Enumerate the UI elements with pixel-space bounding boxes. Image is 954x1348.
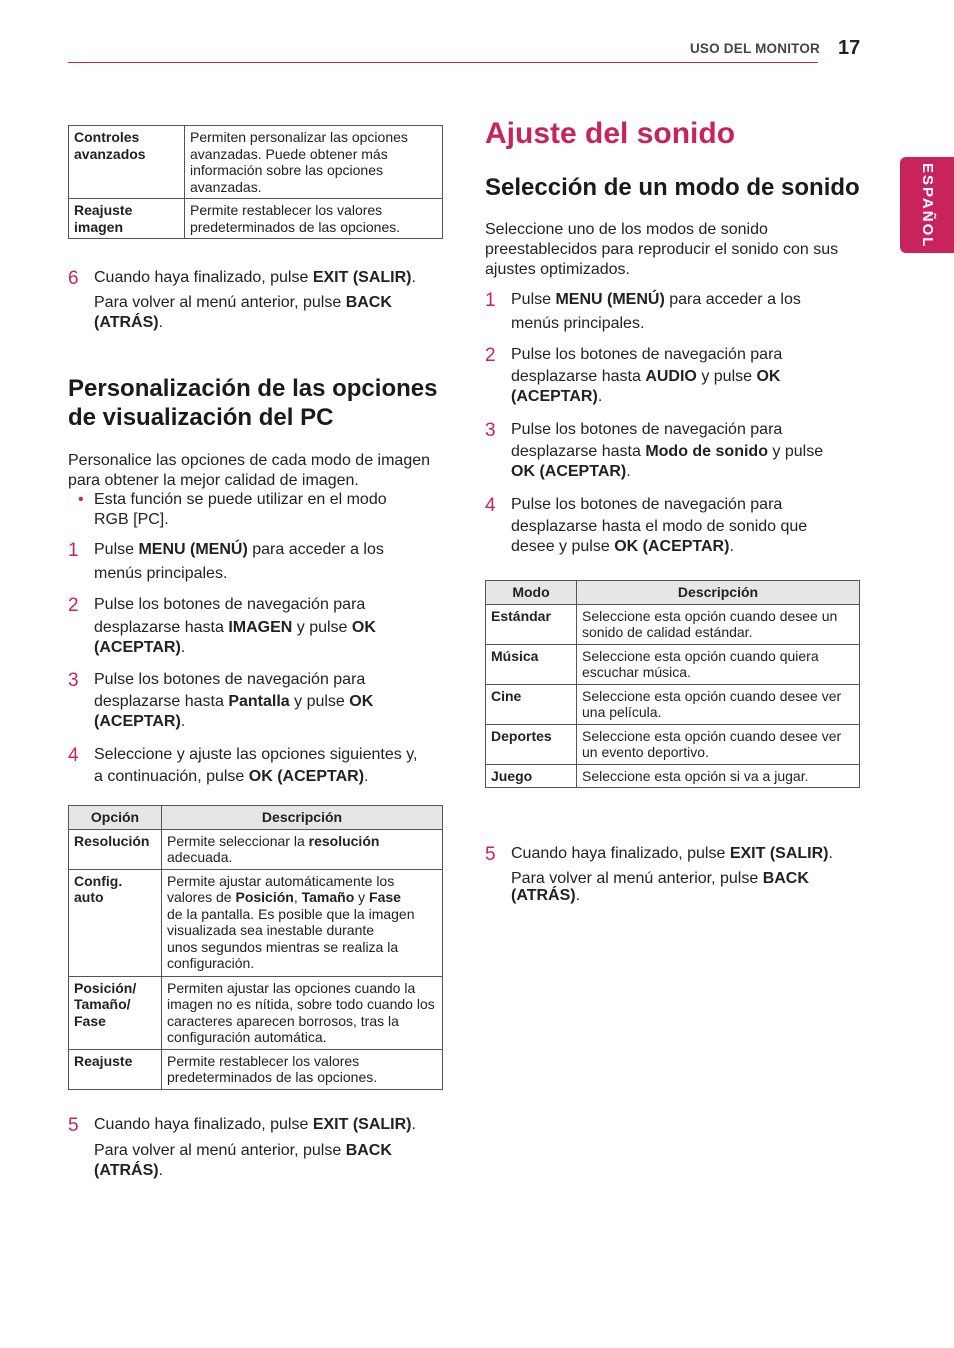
table-key: Config. auto [69, 869, 162, 976]
step-text-3: (ACEPTAR). [94, 639, 186, 656]
step-text-3: OK (ACEPTAR). [511, 463, 631, 480]
step-number: 4 [68, 745, 79, 766]
step-text: Pulse los botones de navegación para [94, 671, 366, 688]
table-value: Permite restablecer los valores predeterminados de las opciones. [162, 1049, 443, 1089]
column-header: Modo [486, 581, 577, 605]
step-text-2: a continuación, pulse OK (ACEPTAR). [94, 768, 369, 785]
table-row [69, 829, 443, 869]
table-row [69, 976, 443, 1049]
step-text: Pulse los botones de navegación para [511, 421, 783, 438]
table-key: Música [486, 644, 577, 684]
advanced-options-table [68, 125, 443, 239]
step-text: Seleccione y ajuste las opciones siguientes y, [94, 746, 418, 763]
step-text: Pulse los botones de navegación para [511, 346, 783, 363]
table-value: Permiten personalizar las opciones avanzadas. Puede obtener más información sobre las opciones avanzadas. [185, 126, 443, 199]
table-value: Seleccione esta opción si va a jugar. [577, 764, 860, 788]
step-back-text: Para volver al menú anterior, pulse BACK [94, 1142, 392, 1159]
table-key: Cine [486, 684, 577, 724]
pc-options-table [68, 805, 443, 1090]
table-header-row [486, 581, 860, 605]
step-number: 6 [68, 268, 79, 289]
language-tab [900, 157, 954, 253]
table-key: Estándar [486, 604, 577, 644]
bullet-marker: • [78, 491, 84, 508]
table-row [486, 684, 860, 724]
pc-intro: Personalice las opciones de cada modo de imagen [68, 452, 431, 469]
table-row [69, 199, 443, 239]
language-tab-label: ESPAÑOL [919, 163, 936, 249]
table-key: Reajuste imagen [69, 199, 185, 239]
table-row [486, 764, 860, 788]
pc-intro-2: para obtener la mejor calidad de imagen. [68, 472, 359, 489]
table-value: Permiten ajustar las opciones cuando la imagen no es nítida, sobre todo cuando los caracteres aparecen borrosos, tras la configuración automática. [162, 976, 443, 1049]
step-text: Pulse MENU (MENÚ) para acceder a los [511, 291, 801, 308]
table-row [486, 604, 860, 644]
step-text: Cuando haya finalizado, pulse EXIT (SALIR). [511, 845, 833, 862]
table-key: Juego [486, 764, 577, 788]
table-value: Seleccione esta opción cuando desee un sonido de calidad estándar. [577, 604, 860, 644]
page-number: 17 [838, 37, 861, 59]
step-number: 5 [68, 1115, 79, 1136]
bullet-text-2: RGB [PC]. [94, 511, 169, 528]
table-value: Seleccione esta opción cuando desee ver un evento deportivo. [577, 724, 860, 764]
step-text-2: desplazarse hasta IMAGEN y pulse OK [94, 619, 376, 636]
section-heading-pc: Personalización de las opciones [68, 375, 438, 402]
step-number: 2 [485, 345, 496, 366]
step-back-text: Para volver al menú anterior, pulse BACK [94, 294, 392, 311]
step-text-2: desplazarse hasta Pantalla y pulse OK [94, 693, 374, 710]
section-heading-sound: Selección de un modo de sonido [485, 174, 860, 201]
step-number: 3 [68, 670, 79, 691]
table-value: Seleccione esta opción cuando desee ver una película. [577, 684, 860, 724]
table-row [69, 126, 443, 199]
step-number: 1 [68, 540, 79, 561]
step-text-2: desplazarse hasta el modo de sonido que [511, 518, 808, 535]
table-key: Resolución [69, 829, 162, 869]
step-number: 3 [485, 420, 496, 441]
column-header: Descripción [577, 581, 860, 605]
step-text-3: (ACEPTAR). [94, 713, 186, 730]
table-header-row [69, 806, 443, 830]
table-value: Permite ajustar automáticamente los valores de Posición, Tamaño y Fase de la pantalla. Es posible que la imagen visualizada sea inestable durante unos segundos mientras se realiza la configuración. [162, 869, 443, 976]
table-key: Posición/ Tamaño/ Fase [69, 976, 162, 1049]
table-key: Deportes [486, 724, 577, 764]
section-heading-pc-2: de visualización del PC [68, 404, 334, 431]
step-text-2: menús principales. [94, 565, 228, 582]
sound-intro-2: preestablecidos para reproducir el sonido con sus [485, 241, 839, 258]
step-number: 4 [485, 495, 496, 516]
table-row [486, 644, 860, 684]
sound-modes-table [485, 580, 860, 788]
step-text-2: desplazarse hasta AUDIO y pulse OK [511, 368, 781, 385]
column-header: Descripción [162, 806, 443, 830]
step-text: Pulse MENU (MENÚ) para acceder a los [94, 541, 384, 558]
sound-intro: Seleccione uno de los modos de sonido [485, 221, 768, 238]
column-header: Opción [69, 806, 162, 830]
step-number: 1 [485, 290, 496, 311]
table-row [486, 724, 860, 764]
step-back-text-2: (ATRÁS). [94, 1162, 164, 1179]
step-text: Cuando haya finalizado, pulse EXIT (SALIR). [94, 1116, 416, 1133]
table-value: Seleccione esta opción cuando quiera escuchar música. [577, 644, 860, 684]
step-back-text-2: (ATRÁS). [94, 314, 164, 331]
step-text-2: menús principales. [511, 315, 645, 332]
step-number: 5 [485, 844, 496, 865]
table-value: Permite seleccionar la resolución adecuada. [162, 829, 443, 869]
step-text: Cuando haya finalizado, pulse EXIT (SALIR). [94, 269, 416, 286]
table-row [69, 869, 443, 976]
page-title: Ajuste del sonido [485, 117, 736, 150]
sound-intro-3: ajustes optimizados. [485, 261, 630, 278]
step-number: 2 [68, 595, 79, 616]
step-text-2: desplazarse hasta Modo de sonido y pulse [511, 443, 824, 460]
bullet-text: Esta función se puede utilizar en el modo [94, 491, 387, 508]
step-text: Pulse los botones de navegación para [94, 596, 366, 613]
table-key: Controles avanzados [69, 126, 185, 199]
table-key: Reajuste [69, 1049, 162, 1089]
table-row [69, 1049, 443, 1089]
step-text: Pulse los botones de navegación para [511, 496, 783, 513]
step-back-text-2: (ATRÁS). [511, 887, 581, 904]
step-text-3: desee y pulse OK (ACEPTAR). [511, 538, 734, 555]
step-back-text: Para volver al menú anterior, pulse BACK [511, 870, 809, 887]
header-rule [68, 62, 818, 63]
running-header: USO DEL MONITOR [689, 41, 820, 56]
table-value: Permite restablecer los valores predeterminados de las opciones. [185, 199, 443, 239]
step-text-3: (ACEPTAR). [511, 388, 603, 405]
